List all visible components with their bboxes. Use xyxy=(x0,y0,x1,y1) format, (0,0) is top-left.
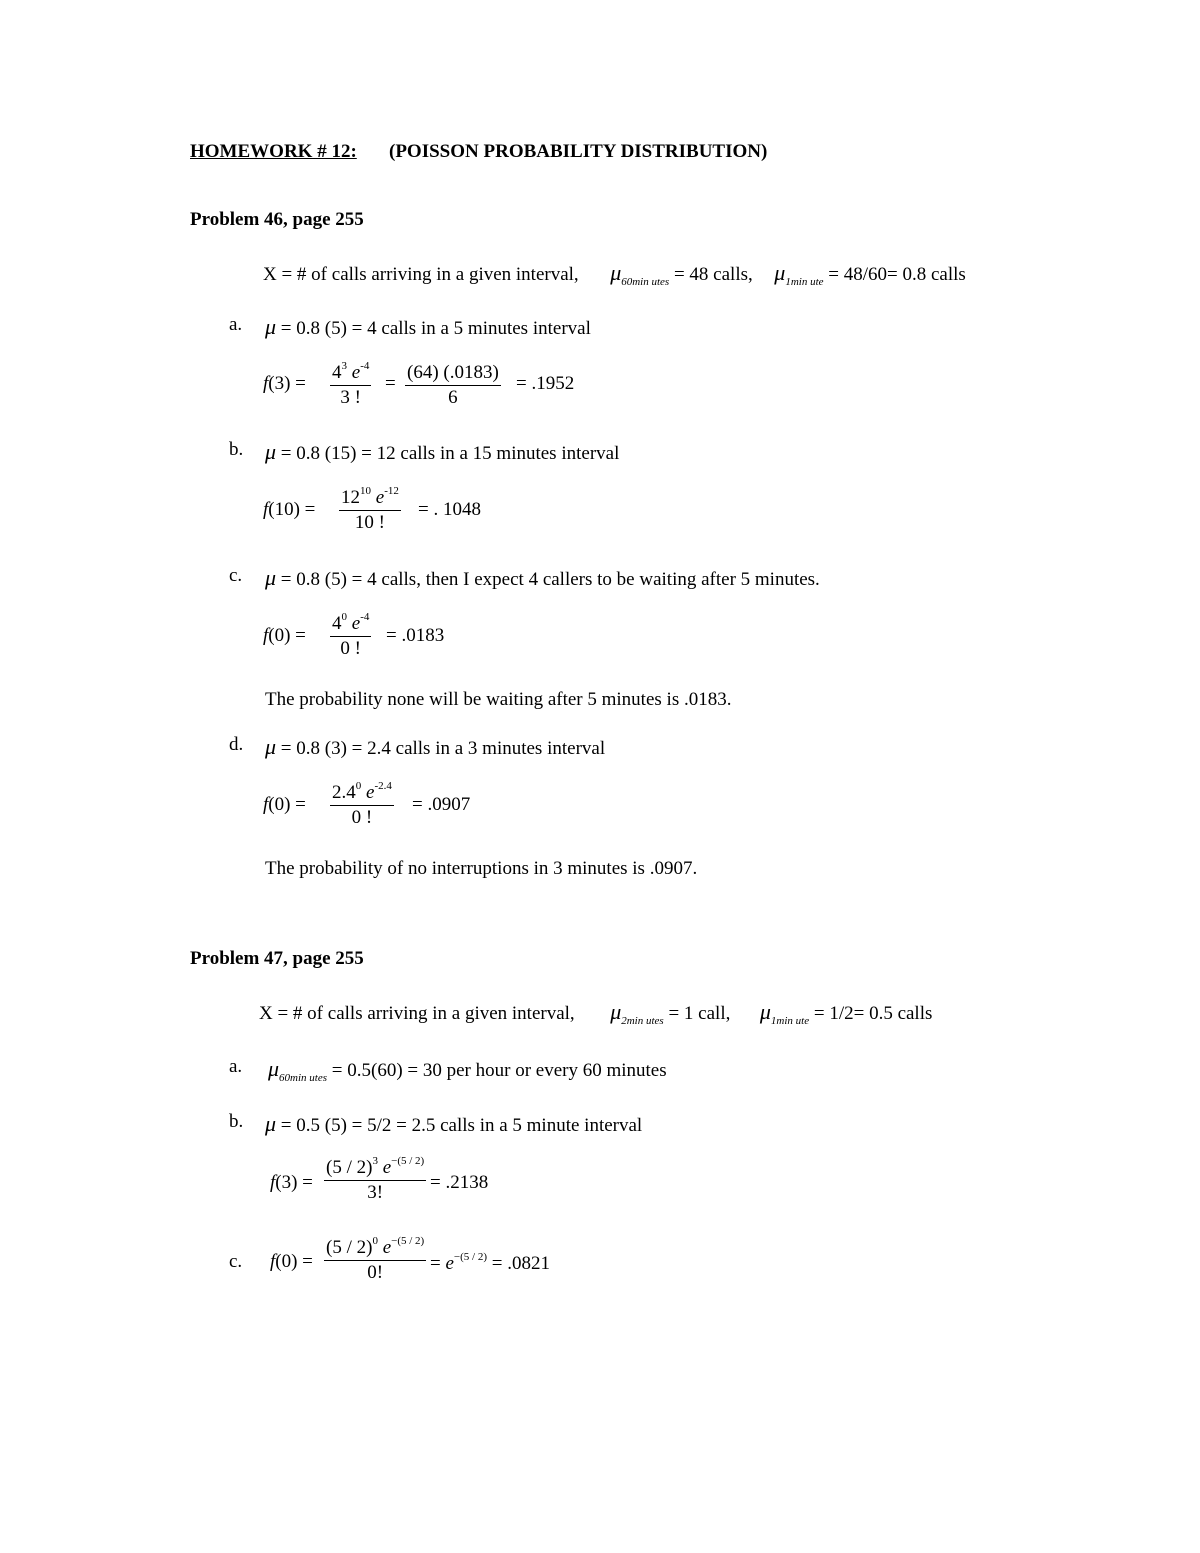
fraction-denominator: 10 ! xyxy=(354,512,385,533)
fraction-numerator: $2.4^0$ $e^{-2.4}$ xyxy=(330,780,394,806)
fraction-numerator: $12^{10}$ $e^{-12}$ xyxy=(339,485,401,511)
part-a-fraction xyxy=(330,360,371,409)
function-f: f xyxy=(270,1251,276,1272)
p47-part-b-text: = 0.5 (5) = 5/2 = 2.5 calls in a 5 minute interval xyxy=(276,1115,643,1136)
part-c-result: = .0183 xyxy=(386,625,445,646)
p47-part-c-label: c. xyxy=(229,1251,243,1272)
function-f: f xyxy=(263,373,269,394)
mu-subscript: 60min utes xyxy=(621,276,670,288)
part-c-formula-lhs xyxy=(263,625,306,647)
part-b-fraction xyxy=(339,485,401,534)
mu-value: = 48/60= 0.8 calls xyxy=(823,264,966,285)
fraction-numerator: $4^3$ $e^{-4}$ xyxy=(330,360,371,386)
mu-value: = 1/2= 0.5 calls xyxy=(809,1003,933,1024)
function-arg: (0) = xyxy=(268,794,306,815)
p47-part-a-text: = 0.5(60) = 30 per hour or every 60 minutes xyxy=(327,1060,667,1081)
function-f: f xyxy=(263,625,269,646)
page-subtitle: (POISSON PROBABILITY DISTRIBUTION) xyxy=(389,141,768,162)
mu-subscript: 60min utes xyxy=(279,1072,328,1084)
mu-symbol: μ xyxy=(610,260,622,285)
mu-value: = 48 calls, xyxy=(669,264,753,285)
fraction-numerator: $4^0$ $e^{-4}$ xyxy=(330,611,371,637)
fraction-numerator: (5 / 2)$^3$ $e^{-(5 / 2)}$ xyxy=(324,1155,426,1181)
part-d-note: The probability of no interruptions in 3 minutes is .0907. xyxy=(265,858,698,879)
mu-subscript: 1min ute xyxy=(770,1015,810,1027)
part-d-formula-lhs xyxy=(263,794,306,816)
part-b-result: = . 1048 xyxy=(418,499,481,520)
problem-46-given xyxy=(263,260,966,288)
function-arg: (3) = xyxy=(275,1172,313,1193)
p47-part-b-fraction xyxy=(324,1155,426,1204)
part-b-formula-lhs xyxy=(263,499,315,521)
part-a-fraction-2 xyxy=(405,362,501,409)
fraction-denominator: 6 xyxy=(448,387,458,408)
exponent: −(5 / 2) xyxy=(453,1251,487,1263)
equals-sign: = xyxy=(385,373,396,394)
function-arg: (0) = xyxy=(275,1251,313,1272)
fraction-numerator: (64) (.0183) xyxy=(405,362,501,386)
p47-part-c-fraction xyxy=(324,1235,426,1284)
mu-symbol: μ xyxy=(759,999,771,1024)
part-c-label: c. xyxy=(229,565,243,586)
p47-part-c-result: = .0821 xyxy=(491,1253,550,1274)
part-b-line xyxy=(265,439,619,465)
fraction-numerator: (5 / 2)$^0$ $e^{-(5 / 2)}$ xyxy=(324,1235,426,1261)
part-b-text: = 0.8 (15) = 12 calls in a 15 minutes interval xyxy=(276,443,620,464)
problem-46-heading: Problem 46, page 255 xyxy=(190,209,364,230)
part-c-text: = 0.8 (5) = 4 calls, then I expect 4 callers to be waiting after 5 minutes. xyxy=(276,569,820,590)
p47-part-b-label: b. xyxy=(229,1111,244,1132)
mu-subscript: 2min utes xyxy=(621,1015,664,1027)
part-c-note: The probability none will be waiting after 5 minutes is .0183. xyxy=(265,689,732,710)
mu-subscript: 1min ute xyxy=(785,276,824,288)
p47-part-a-line xyxy=(268,1056,667,1084)
part-a-label: a. xyxy=(229,314,243,335)
equals-sign: = xyxy=(430,1253,441,1274)
fraction-denominator: 0 ! xyxy=(340,638,361,659)
problem-47-given xyxy=(259,999,932,1027)
x-definition: X = # of calls arriving in a given interval, xyxy=(263,264,579,285)
part-c-fraction xyxy=(330,611,371,660)
p47-part-b-line xyxy=(265,1111,642,1137)
part-d-line xyxy=(265,734,605,760)
part-d-result: = .0907 xyxy=(412,794,471,815)
mu-symbol: μ xyxy=(265,314,277,339)
mu-symbol: μ xyxy=(265,734,277,759)
exponential-e: e xyxy=(445,1253,454,1274)
fraction-denominator: 3! xyxy=(367,1182,384,1203)
p47-part-b-result: = .2138 xyxy=(430,1172,489,1193)
p47-part-a-label: a. xyxy=(229,1056,243,1077)
part-d-label: d. xyxy=(229,734,244,755)
problem-47-heading: Problem 47, page 255 xyxy=(190,948,364,969)
mu-value: = 1 call, xyxy=(663,1003,731,1024)
function-f: f xyxy=(270,1172,276,1193)
function-f: f xyxy=(263,499,269,520)
function-arg: (3) = xyxy=(268,373,306,394)
page-title: HOMEWORK # 12: xyxy=(190,141,357,162)
fraction-denominator: 3 ! xyxy=(340,387,361,408)
function-f: f xyxy=(263,794,269,815)
p47-part-c-formula-lhs xyxy=(270,1251,313,1273)
mu-symbol: μ xyxy=(268,1056,280,1081)
part-a-formula-lhs xyxy=(263,373,306,395)
part-c-line xyxy=(265,565,820,591)
fraction-denominator: 0 ! xyxy=(351,807,373,828)
mu-symbol: μ xyxy=(265,565,277,590)
fraction-denominator: 0! xyxy=(367,1262,384,1283)
p47-part-b-formula-lhs xyxy=(270,1172,313,1194)
part-a-text: = 0.8 (5) = 4 calls in a 5 minutes interval xyxy=(276,318,591,339)
mu-symbol: μ xyxy=(610,999,622,1024)
p47-part-c-rhs xyxy=(430,1251,550,1275)
mu-symbol: μ xyxy=(265,439,277,464)
part-d-fraction xyxy=(330,780,394,829)
part-a-result: = .1952 xyxy=(516,373,575,394)
mu-symbol: μ xyxy=(774,260,786,285)
mu-symbol: μ xyxy=(265,1111,277,1136)
x-definition: X = # of calls arriving in a given interval, xyxy=(259,1003,575,1024)
function-arg: (0) = xyxy=(268,625,306,646)
part-b-label: b. xyxy=(229,439,244,460)
part-a-line xyxy=(265,314,591,340)
part-d-text: = 0.8 (3) = 2.4 calls in a 3 minutes interval xyxy=(276,738,606,759)
function-arg: (10) = xyxy=(268,499,316,520)
